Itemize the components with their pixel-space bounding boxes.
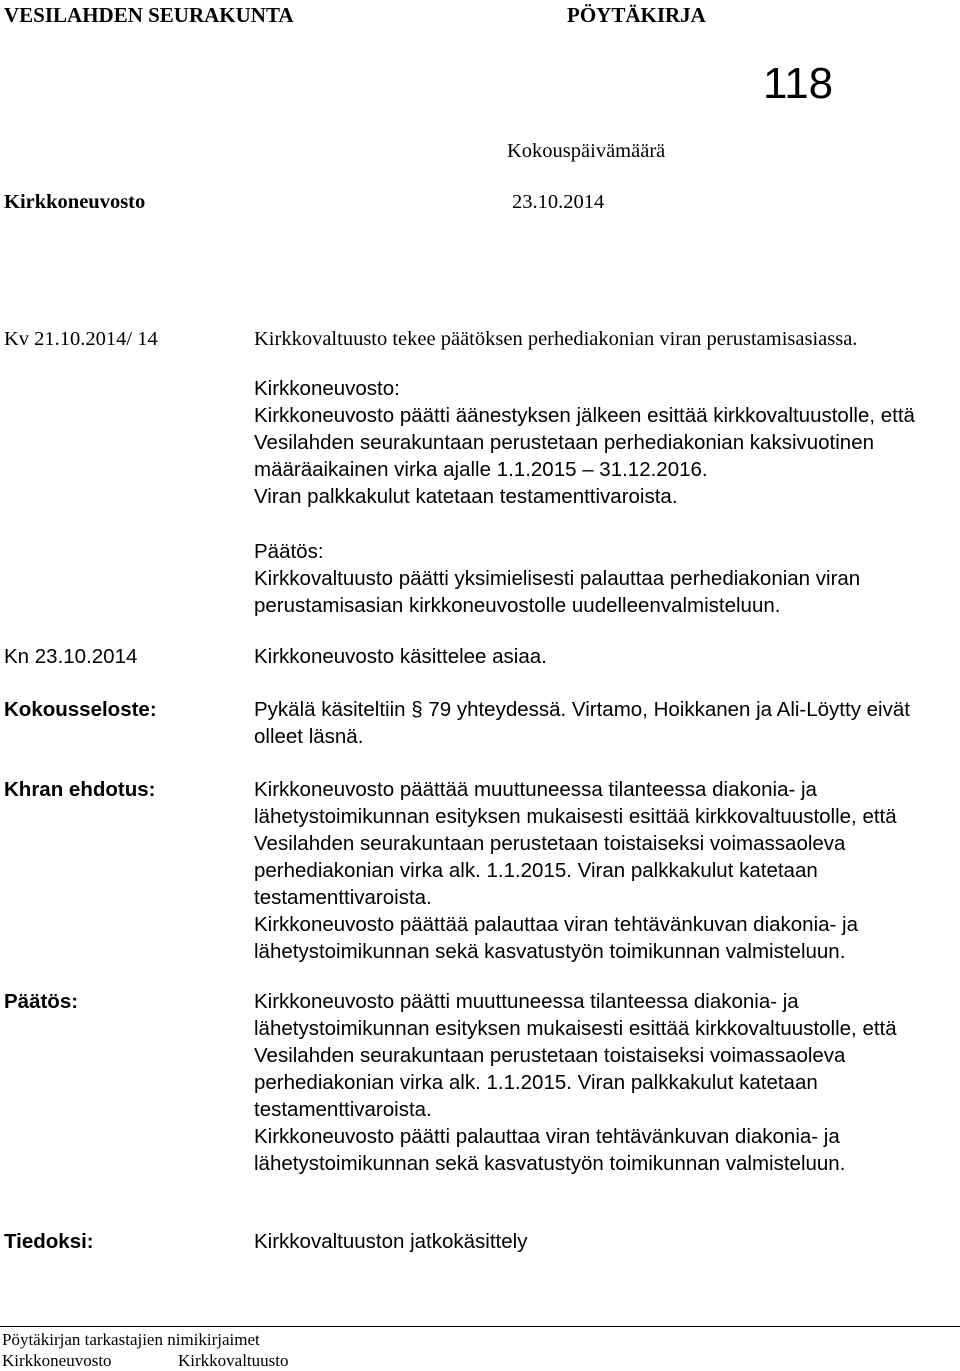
text-line: Vesilahden seurakuntaan perustetaan toistaiseksi voimassaoleva (254, 832, 846, 855)
footer-divider (0, 1326, 960, 1327)
text-line: Viran palkkakulut katetaan testamenttivaroista. (254, 485, 678, 508)
notice-value: Kirkkovaltuuston jatkokäsittely (254, 1230, 528, 1253)
organization-name: VESILAHDEN SEURAKUNTA (4, 3, 294, 27)
text-line: testamenttivaroista. (254, 886, 432, 909)
footer-title: Pöytäkirjan tarkastajien nimikirjaimet (2, 1330, 260, 1349)
minutes-label: Kokousseloste: (4, 698, 157, 721)
decision-label: Päätös: (4, 990, 79, 1013)
council-heading: Kirkkoneuvosto: (254, 377, 400, 400)
council-text (254, 402, 915, 510)
text-line: lähetystoimikunnan sekä kasvatustyön toimikunnan valmisteluun. (254, 1152, 846, 1175)
text-line: lähetystoimikunnan sekä kasvatustyön toimikunnan valmisteluun. (254, 940, 846, 963)
text-line: perustamisasian kirkkoneuvostolle uudelleenvalmisteluun. (254, 594, 781, 617)
notice-label: Tiedoksi: (4, 1230, 94, 1253)
text-line: testamenttivaroista. (254, 1098, 432, 1121)
text-line: Kirkkovaltuusto päätti yksimielisesti palauttaa perhediakonian viran (254, 567, 861, 590)
proposal-label: Khran ehdotus: (4, 778, 156, 801)
text-line: Kirkkoneuvosto päätti palauttaa viran tehtävänkuvan diakonia- ja (254, 1125, 840, 1148)
document-type: PÖYTÄKIRJA (567, 3, 706, 27)
text-line: perhediakonian virka alk. 1.1.2015. Viran palkkakulut katetaan (254, 859, 818, 882)
text-line: Vesilahden seurakuntaan perustetaan toistaiseksi voimassaoleva (254, 1044, 846, 1067)
governing-body: Kirkkoneuvosto (4, 191, 146, 213)
page-number: 118 (763, 59, 834, 108)
meeting-date: 23.10.2014 (512, 191, 605, 213)
decision-final-text (254, 988, 897, 1177)
decision-text (254, 565, 860, 619)
text-line: Kirkkoneuvosto päättää palauttaa viran tehtävänkuvan diakonia- ja (254, 913, 859, 936)
text-line: perhediakonian virka alk. 1.1.2015. Viran palkkakulut katetaan (254, 1071, 818, 1094)
footer-signature-council: Kirkkoneuvosto (2, 1351, 112, 1370)
text-line: lähetystoimikunnan esityksen mukaisesti esittää kirkkovaltuustolle, että (254, 805, 897, 828)
proposal-text (254, 776, 897, 965)
text-line: Kirkkoneuvosto päättää muuttuneessa tilanteessa diakonia- ja (254, 778, 817, 801)
text-line: Vesilahden seurakuntaan perustetaan perhediakonian kaksivuotinen (254, 431, 875, 454)
decision-heading: Päätös: (254, 540, 324, 563)
footer-signature-assembly: Kirkkovaltuusto (178, 1351, 289, 1370)
text-line: Pykälä käsiteltiin § 79 yhteydessä. Virtamo, Hoikkanen ja Ali-Löytty eivät (254, 698, 910, 721)
history-line: Kirkkovaltuusto tekee päätöksen perhediakonian viran perustamisasiassa. (254, 328, 858, 350)
text-line: olleet läsnä. (254, 725, 364, 748)
minutes-text (254, 696, 910, 750)
history-reference: Kv 21.10.2014/ 14 (4, 328, 158, 350)
text-line: Kirkkoneuvosto päätti äänestyksen jälkeen esittää kirkkovaltuustolle, että (254, 404, 915, 427)
text-line: lähetystoimikunnan esityksen mukaisesti esittää kirkkovaltuustolle, että (254, 1017, 897, 1040)
current-intro: Kirkkoneuvosto käsittelee asiaa. (254, 645, 547, 668)
current-reference: Kn 23.10.2014 (4, 645, 138, 668)
text-line: määräaikainen virka ajalle 1.1.2015 – 31.12.2016. (254, 458, 708, 481)
text-line: Kirkkoneuvosto päätti muuttuneessa tilanteessa diakonia- ja (254, 990, 799, 1013)
meeting-date-label: Kokouspäivämäärä (507, 140, 666, 162)
